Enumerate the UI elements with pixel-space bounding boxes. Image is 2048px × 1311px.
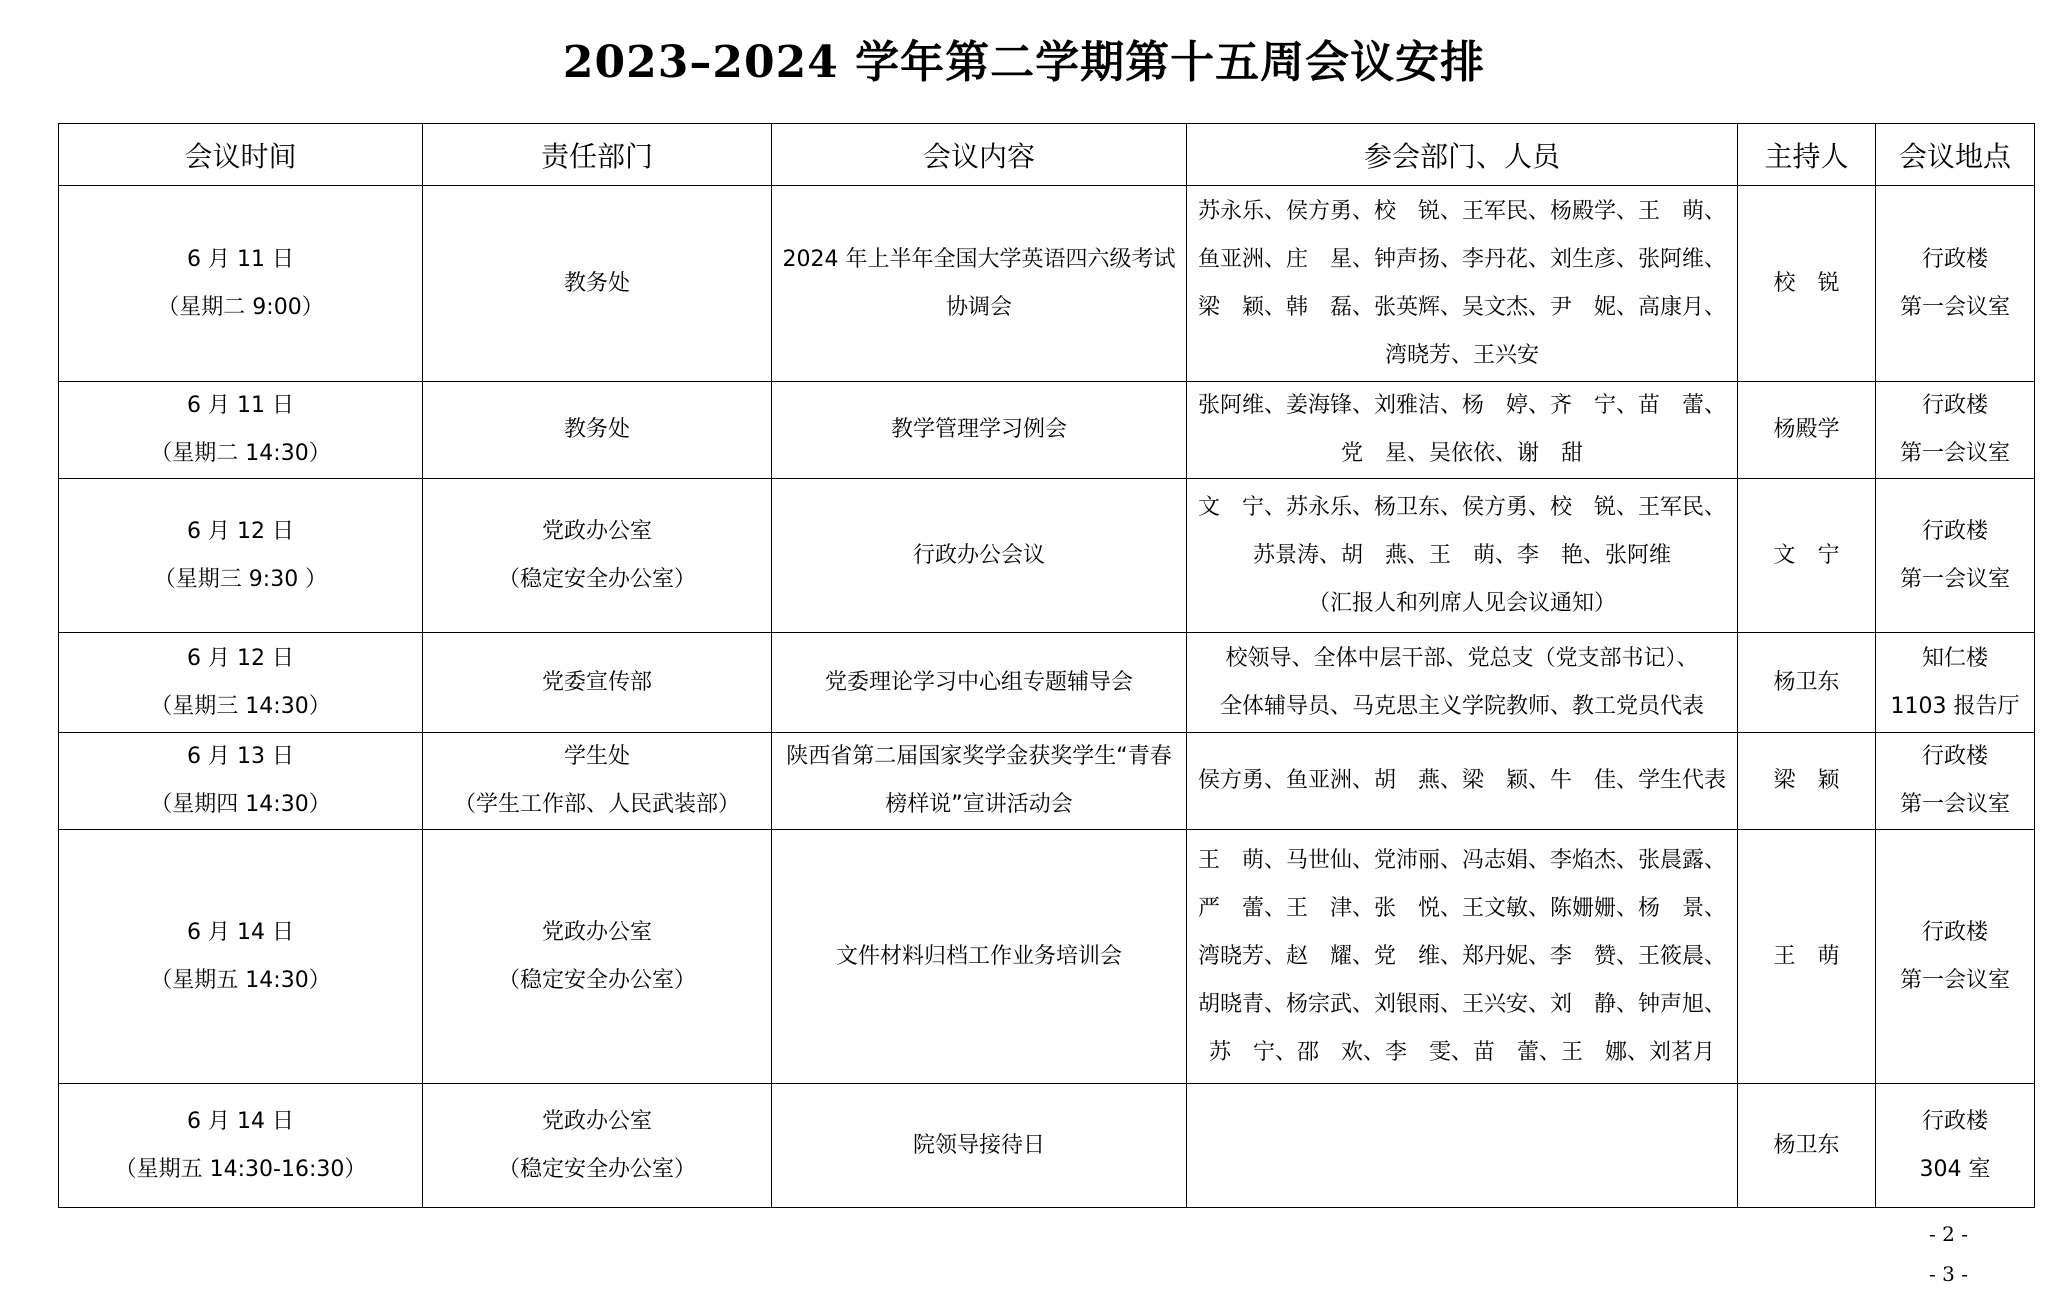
- meeting-weekday-time: （星期五 14:30-16:30）: [114, 1156, 367, 1182]
- header-host: 主持人: [1738, 124, 1876, 186]
- cell-content: [772, 633, 1187, 733]
- attendee-line: 湾晓芳、王兴安: [1384, 342, 1539, 368]
- cell-host: 王 萌: [1738, 830, 1876, 1084]
- cell-content: [772, 733, 1187, 830]
- attendee-line: 校领导、全体中层干部、党总支（党支部书记）、: [1225, 645, 1699, 671]
- cell-host: 文 宁: [1738, 479, 1876, 633]
- cell-dept: [423, 633, 772, 733]
- attendee-line: 梁 颖、韩 磊、张英辉、吴文杰、尹 妮、高康月、: [1197, 294, 1726, 320]
- page-number: - 3 -: [1929, 1262, 1968, 1286]
- cell-attendees: [1187, 479, 1738, 633]
- dept-line: （稳定安全办公室）: [497, 566, 696, 592]
- page-title: 2023–2024 学年第二学期第十五周会议安排: [562, 37, 1486, 88]
- cell-time: [59, 633, 423, 733]
- cell-host: 梁 颖: [1738, 733, 1876, 830]
- cell-content: [772, 186, 1187, 382]
- attendee-line: 鱼亚洲、庄 星、钟声扬、李丹花、刘生彦、张阿维、: [1197, 246, 1726, 272]
- meeting-date: 6 月 12 日: [187, 518, 294, 544]
- attendee-note: （汇报人和列席人见会议通知）: [1307, 590, 1616, 616]
- meeting-date: 6 月 12 日: [187, 645, 294, 671]
- cell-attendees: [1187, 633, 1738, 733]
- cell-time: [59, 1084, 423, 1208]
- dept-line: （学生工作部、人民武装部）: [453, 792, 740, 817]
- location-room: 第一会议室: [1899, 441, 2010, 466]
- dept-line: （稳定安全办公室）: [497, 1156, 696, 1182]
- cell-location: [1876, 382, 2035, 479]
- cell-attendees: [1187, 733, 1738, 830]
- attendee-line: 苏永乐、侯方勇、校 锐、王军民、杨殿学、王 萌、: [1197, 198, 1726, 224]
- cell-dept: [423, 382, 772, 479]
- attendee-line: 严 蕾、王 津、张 悦、王文敏、陈姗姗、杨 景、: [1197, 895, 1726, 921]
- cell-dept: [423, 479, 772, 633]
- dept-line: 党委宣传部: [541, 669, 652, 695]
- dept-line: 教务处: [563, 270, 630, 296]
- meeting-date: 6 月 14 日: [187, 919, 294, 945]
- content-line: 文件材料归档工作业务培训会: [835, 943, 1122, 969]
- meeting-date: 6 月 11 日: [187, 246, 294, 272]
- page-number: - 2 -: [1929, 1222, 1968, 1246]
- dept-line: 学生处: [563, 744, 630, 769]
- cell-attendees: [1187, 1084, 1738, 1208]
- meeting-date: 6 月 11 日: [187, 393, 294, 418]
- content-line: 2024 年上半年全国大学英语四六级考试: [782, 246, 1176, 272]
- location-building: 行政楼: [1921, 744, 1988, 769]
- content-line: 党委理论学习中心组专题辅导会: [824, 669, 1133, 695]
- cell-time: [59, 382, 423, 479]
- header-dept: 责任部门: [423, 124, 772, 186]
- content-line: 榜样说”宣讲活动会: [885, 792, 1073, 817]
- cell-content: [772, 830, 1187, 1084]
- dept-line: 党政办公室: [541, 919, 652, 945]
- location-room: 第一会议室: [1899, 967, 2010, 993]
- location-building: 行政楼: [1921, 919, 1988, 945]
- table-row: [59, 479, 2035, 633]
- cell-location: [1876, 1084, 2035, 1208]
- attendee-line: 党 星、吴依依、谢 甜: [1340, 441, 1583, 466]
- cell-dept: [423, 733, 772, 830]
- header-time: 会议时间: [59, 124, 423, 186]
- dept-line: （稳定安全办公室）: [497, 967, 696, 993]
- content-line: 协调会: [945, 294, 1012, 320]
- cell-host: 杨卫东: [1738, 633, 1876, 733]
- meeting-date: 6 月 13 日: [187, 744, 294, 769]
- header-location: 会议地点: [1876, 124, 2035, 186]
- cell-host: 杨殿学: [1738, 382, 1876, 479]
- attendee-line: 王 萌、马世仙、党沛丽、冯志娟、李焰杰、张晨露、: [1197, 847, 1726, 873]
- meeting-weekday-time: （星期三 14:30）: [150, 693, 331, 719]
- cell-content: [772, 1084, 1187, 1208]
- table-row: [59, 633, 2035, 733]
- location-building: 行政楼: [1921, 518, 1988, 544]
- cell-dept: [423, 830, 772, 1084]
- table-row: [59, 1084, 2035, 1208]
- table-row: [59, 186, 2035, 382]
- cell-time: [59, 479, 423, 633]
- content-line: 教学管理学习例会: [890, 417, 1067, 442]
- meeting-schedule-table: [58, 123, 2035, 1208]
- attendee-line: 苏景涛、胡 燕、王 萌、李 艳、张阿维: [1252, 542, 1671, 568]
- location-building: 行政楼: [1921, 1108, 1988, 1134]
- location-room: 第一会议室: [1899, 792, 2010, 817]
- attendee-line: 湾晓芳、赵 耀、党 维、郑丹妮、李 赞、王筱晨、: [1197, 943, 1726, 969]
- cell-location: [1876, 733, 2035, 830]
- header-content: 会议内容: [772, 124, 1187, 186]
- table-row: [59, 382, 2035, 479]
- attendee-line: 胡晓青、杨宗武、刘银雨、王兴安、刘 静、钟声旭、: [1197, 991, 1726, 1017]
- content-line: 陕西省第二届国家奖学金获奖学生“青春: [786, 744, 1172, 769]
- attendee-line: 张阿维、姜海锋、刘雅洁、杨 婷、齐 宁、苗 蕾、: [1197, 393, 1726, 418]
- location-room: 第一会议室: [1899, 294, 2010, 320]
- cell-dept: [423, 186, 772, 382]
- location-room: 第一会议室: [1899, 566, 2010, 592]
- location-building: 知仁楼: [1921, 645, 1988, 671]
- cell-host: 校 锐: [1738, 186, 1876, 382]
- cell-time: [59, 830, 423, 1084]
- attendee-line: 文 宁、苏永乐、杨卫东、侯方勇、校 锐、王军民、: [1197, 494, 1726, 520]
- location-building: 行政楼: [1921, 393, 1988, 418]
- location-building: 行政楼: [1921, 246, 1988, 272]
- header-row: [59, 124, 2035, 186]
- cell-location: [1876, 633, 2035, 733]
- location-room: 1103 报告厅: [1890, 693, 2020, 719]
- cell-location: [1876, 479, 2035, 633]
- cell-content: [772, 382, 1187, 479]
- cell-time: [59, 733, 423, 830]
- cell-host: 杨卫东: [1738, 1084, 1876, 1208]
- meeting-weekday-time: （星期二 9:00）: [157, 294, 324, 320]
- cell-content: [772, 479, 1187, 633]
- dept-line: 党政办公室: [541, 518, 652, 544]
- cell-location: [1876, 186, 2035, 382]
- location-room: 304 室: [1919, 1156, 1991, 1182]
- cell-attendees: [1187, 830, 1738, 1084]
- meeting-weekday-time: （星期五 14:30）: [150, 967, 331, 993]
- meeting-date: 6 月 14 日: [187, 1108, 294, 1134]
- dept-line: 教务处: [563, 417, 630, 442]
- cell-attendees: [1187, 382, 1738, 479]
- content-line: 院领导接待日: [912, 1132, 1045, 1158]
- attendee-line: 苏 宁、邵 欢、李 雯、苗 蕾、王 娜、刘茗月: [1208, 1039, 1715, 1065]
- meeting-weekday-time: （星期四 14:30）: [150, 792, 331, 817]
- cell-dept: [423, 1084, 772, 1208]
- meeting-weekday-time: （星期三 9:30 ）: [153, 566, 328, 592]
- table-row: [59, 830, 2035, 1084]
- dept-line: 党政办公室: [541, 1108, 652, 1134]
- cell-location: [1876, 830, 2035, 1084]
- cell-attendees: [1187, 186, 1738, 382]
- meeting-weekday-time: （星期二 14:30）: [150, 441, 331, 466]
- attendee-line: 全体辅导员、马克思主义学院教师、教工党员代表: [1219, 693, 1704, 719]
- table-row: [59, 733, 2035, 830]
- content-line: 行政办公会议: [912, 542, 1045, 568]
- cell-time: [59, 186, 423, 382]
- attendee-line: 侯方勇、鱼亚洲、胡 燕、梁 颖、牛 佳、学生代表: [1197, 768, 1726, 793]
- header-attendees: 参会部门、人员: [1187, 124, 1738, 186]
